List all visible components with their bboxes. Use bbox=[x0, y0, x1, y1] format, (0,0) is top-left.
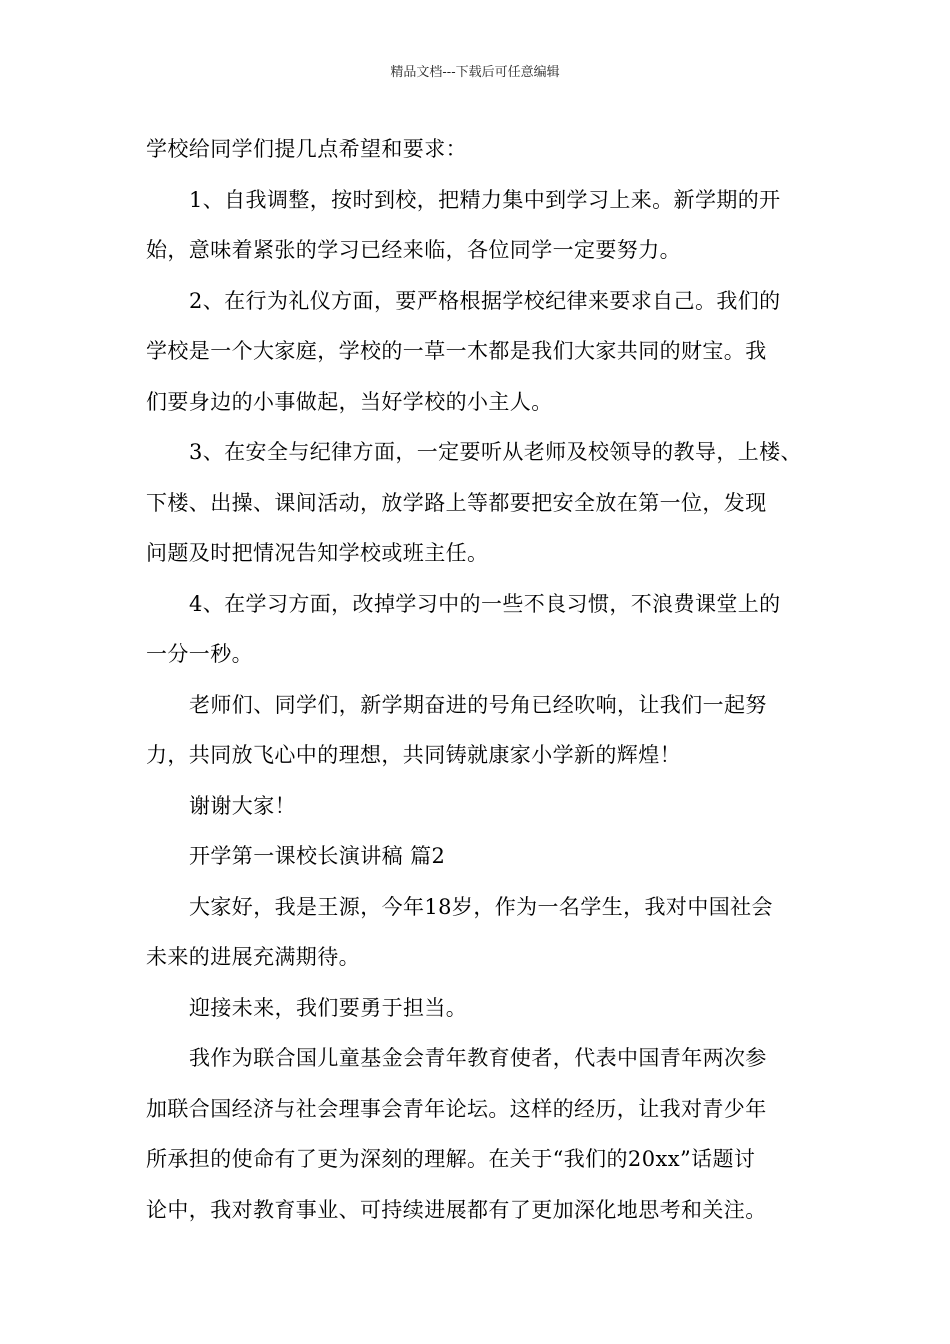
text-line-6: 们要身边的小事做起，当好学校的小主人。 bbox=[146, 389, 553, 414]
text-line-13: 力，共同放飞心中的理想，共同铸就康家小学新的辉煌！ bbox=[146, 743, 681, 767]
page-header: 精品文档---下载后可任意编辑 bbox=[390, 65, 560, 80]
document-body bbox=[146, 128, 826, 1239]
text-line-8: 下楼、出操、课间活动，放学路上等都要把安全放在第一位，发现 bbox=[146, 490, 767, 515]
text-line-18: 迎接未来，我们要勇于担当。 bbox=[189, 995, 468, 1020]
text-line-21: 所承担的使命有了更为深刻的理解。在关于“我们的20xx”话题讨 bbox=[146, 1147, 756, 1171]
text-line-20: 加联合国经济与社会理事会青年论坛。这样的经历，让我对青少年 bbox=[146, 1096, 767, 1121]
text-line-17: 未来的进展充满期待。 bbox=[146, 945, 360, 969]
text-line-10: 4、在学习方面，改掉学习中的一些不良习惯，不浪费课堂上的 bbox=[189, 591, 781, 616]
text-line-11: 一分一秒。 bbox=[146, 642, 253, 666]
text-line-14: 谢谢大家！ bbox=[189, 793, 296, 818]
text-line-7: 3、在安全与纪律方面，一定要听从老师及校领导的教导，上楼、 bbox=[189, 440, 802, 464]
text-line-2: 1、自我调整，按时到校，把精力集中到学习上来。新学期的开 bbox=[189, 187, 781, 212]
section-heading: 开学第一课校长演讲稿 篇2 bbox=[189, 844, 446, 868]
text-line-9: 问题及时把情况告知学校或班主任。 bbox=[146, 541, 489, 565]
text-line-1: 学校给同学们提几点希望和要求： bbox=[146, 137, 467, 161]
text-line-16: 大家好，我是王源，今年18岁，作为一名学生，我对中国社会 bbox=[189, 894, 773, 919]
text-line-4: 2、在行为礼仪方面，要严格根据学校纪律来要求自己。我们的 bbox=[189, 288, 781, 313]
text-line-3: 始，意味着紧张的学习已经来临，各位同学一定要努力。 bbox=[146, 238, 681, 262]
text-line-19: 我作为联合国儿童基金会青年教育使者，代表中国青年两次参 bbox=[189, 1046, 767, 1070]
text-line-12: 老师们、同学们，新学期奋进的号角已经吹响，让我们一起努 bbox=[189, 692, 767, 717]
text-line-22: 论中，我对教育事业、可持续进展都有了更加深化地思考和关注。 bbox=[146, 1197, 767, 1222]
text-line-5: 学校是一个大家庭，学校的一草一木都是我们大家共同的财宝。我 bbox=[146, 339, 767, 363]
